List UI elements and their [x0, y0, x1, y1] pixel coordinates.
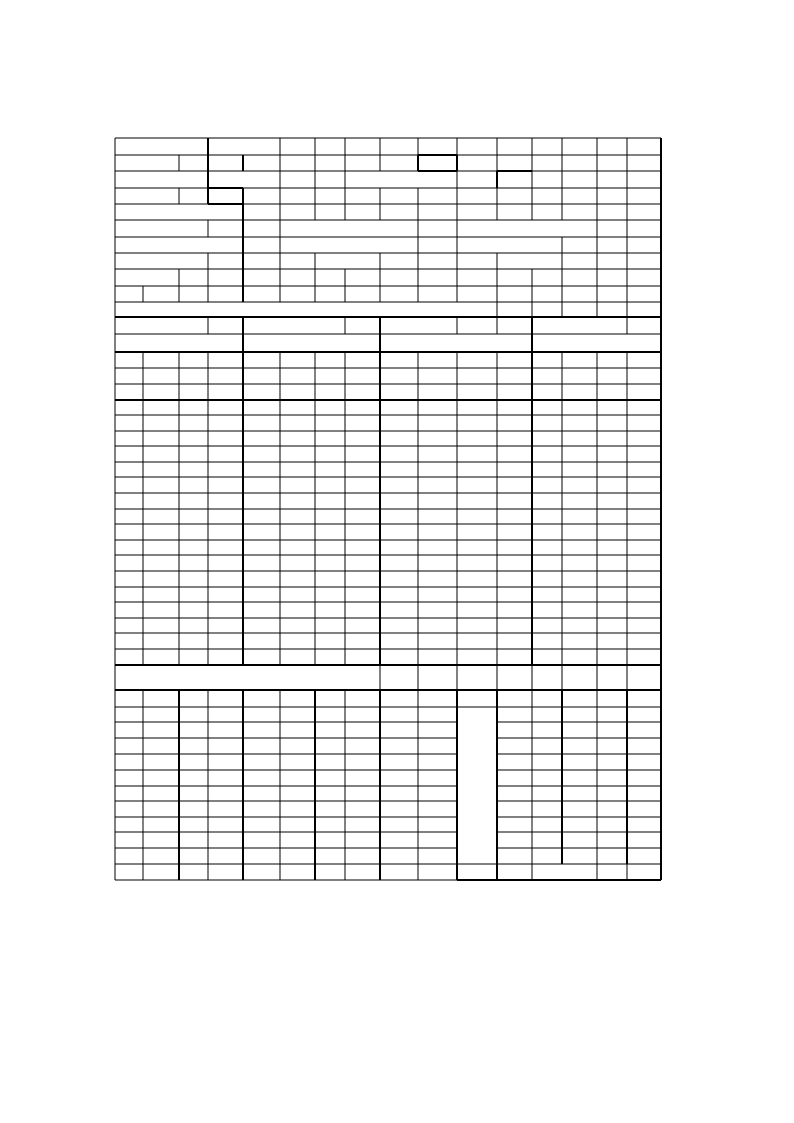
thin-rule-lines — [115, 138, 661, 880]
